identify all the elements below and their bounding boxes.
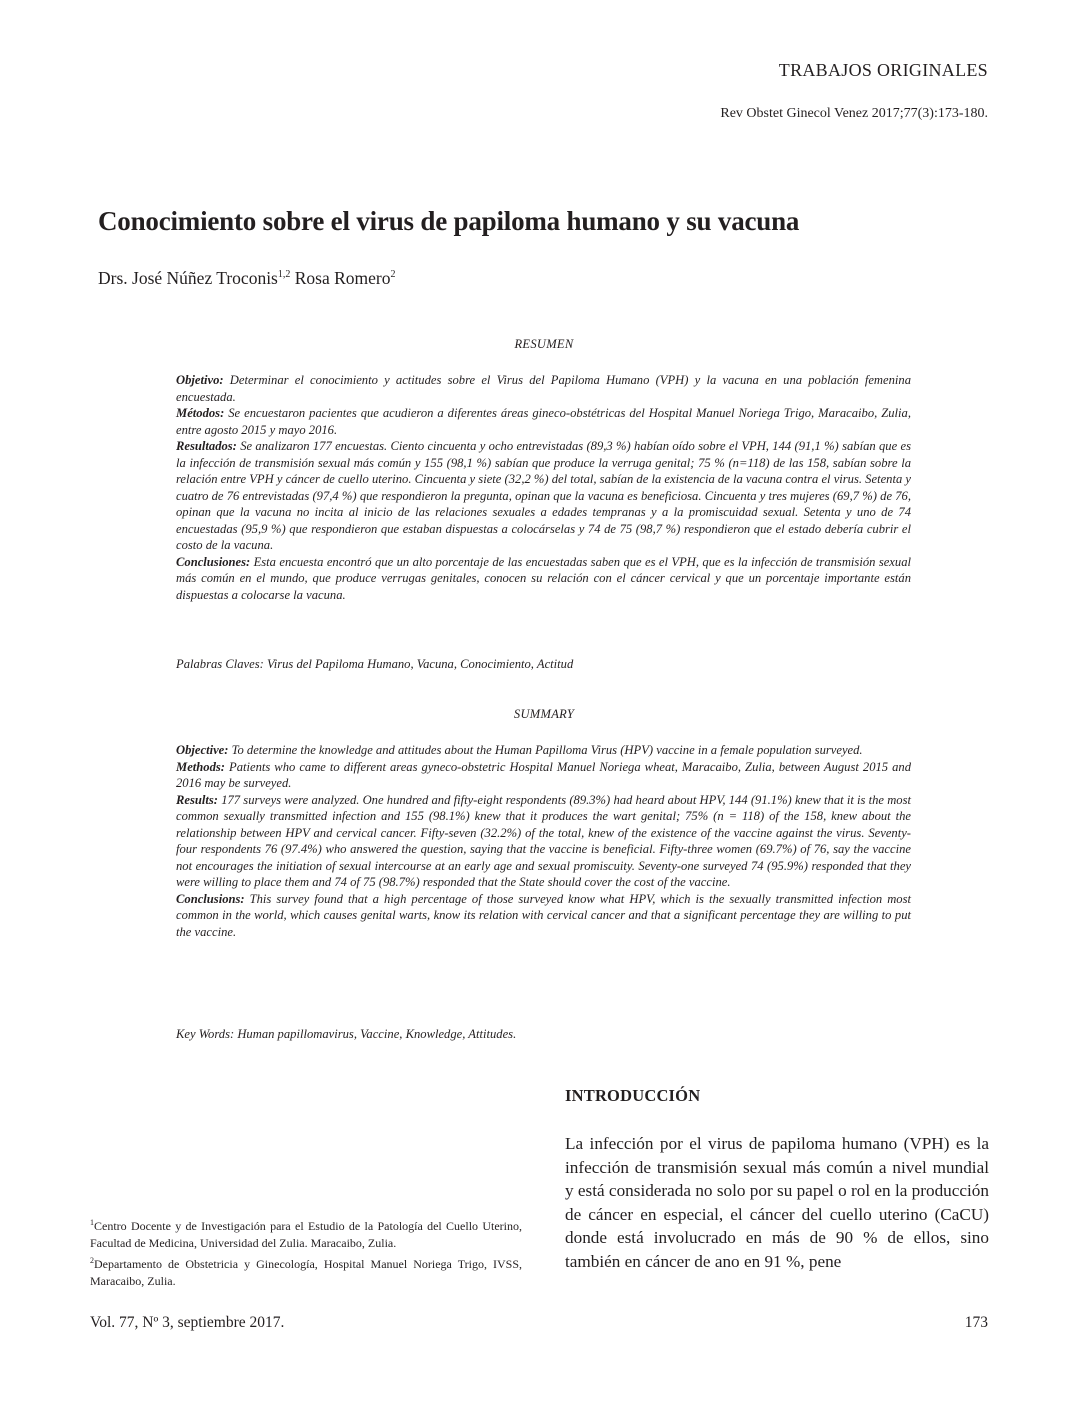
summary-objective bbox=[176, 742, 911, 759]
objective-text: To determine the knowledge and attitudes about the Human Papilloma Virus (HPV) vaccine in a female population surveyed. bbox=[228, 743, 863, 757]
conclusiones-label: Conclusiones: bbox=[176, 554, 251, 569]
author-1: Drs. José Núñez Troconis bbox=[98, 268, 278, 288]
palabras-claves: Palabras Claves: Virus del Papiloma Humano, Vacuna, Conocimiento, Actitud bbox=[176, 657, 574, 671]
author-1-affiliation: 1,2 bbox=[277, 269, 291, 281]
objetivo-label: Objetivo: bbox=[176, 373, 224, 387]
footnote-2 bbox=[90, 1252, 522, 1290]
resumen-resultados bbox=[176, 438, 911, 554]
section-label: TRABAJOS ORIGINALES bbox=[778, 60, 988, 80]
footer-volume: Vol. 77, Nº 3, septiembre 2017. bbox=[90, 1314, 285, 1331]
key-words: Key Words: Human papillomavirus, Vaccine, Knowledge, Attitudes. bbox=[176, 1027, 517, 1041]
summary-methods bbox=[176, 759, 911, 792]
resumen-conclusiones bbox=[176, 554, 911, 604]
authors bbox=[98, 268, 798, 289]
affiliation-footnotes bbox=[90, 1214, 522, 1290]
article-title: Conocimiento sobre el virus de papiloma humano y su vacuna bbox=[98, 206, 800, 236]
author-2: Rosa Romero bbox=[290, 268, 391, 288]
summary-heading: SUMMARY bbox=[513, 707, 575, 721]
results-text: 177 surveys were analyzed. One hundred and fifty-eight respondents (89.3%) had heard about HPV, 144 (91.1%) knew that it is the most common sexually transmitted infection and 155 (98.1%) knew that it produces the wart genital; 75% (n = 118) of the 158, knew about the relationship between HPV and cervical cancer. Fifty-seven (32.2%) of the total, knew of the existence of the vaccine against the virus. Seventy-four respondents 76 (97.4%) who answered the question, saying that the vaccine is beneficial. Fifty-three women (69.7%) of 76, say the vaccine not encourages the initiation of sexual intercourse at an early age and sexual promiscuity. Seventy-one surveyed 74 (95.9%) responded that they were willing to place them and 74 of 75 (98.7%) responded that the State should cover the cost of the vaccine. bbox=[176, 792, 911, 889]
methods-label: Methods: bbox=[176, 759, 225, 774]
resultados-label: Resultados: bbox=[176, 439, 237, 453]
author-2-affiliation: 2 bbox=[390, 269, 396, 281]
resumen-heading: RESUMEN bbox=[514, 337, 574, 351]
metodos-label: Métodos: bbox=[176, 406, 225, 420]
conclusiones-text: Esta encuesta encontró que un alto porcentaje de las encuestadas saben que es el VPH, que es la infección de transmisión sexual más común en el mundo, que produce verrugas genitales, conocen su relación con el cáncer cervical y que un porcentaje importante están dispuestas a colocarse la vacuna. bbox=[176, 554, 911, 602]
footnote-1-mark: 1 bbox=[90, 1218, 94, 1227]
footnote-2-mark: 2 bbox=[90, 1256, 94, 1265]
page-number: 173 bbox=[964, 1314, 988, 1331]
conclusions-text: This survey found that a high percentage of those surveyed know what HPV, which is the sexually transmitted infection most common in the world, which causes genital warts, know its relation with cervical cancer and that a significant percentage they are willing to put the vaccine. bbox=[176, 891, 911, 939]
summary-results bbox=[176, 792, 911, 891]
metodos-text: Se encuestaron pacientes que acudieron a diferentes áreas gineco-obstétricas del Hospital Manuel Noriega Trigo, Maracaibo, Zulia, entre agosto 2015 y mayo 2016. bbox=[176, 406, 911, 437]
objetivo-text: Determinar el conocimiento y actitudes sobre el Virus del Papiloma Humano (VPH) y la vacuna en una población femenina encuestada. bbox=[176, 373, 911, 404]
footnote-1 bbox=[90, 1214, 522, 1252]
objective-label: Objective: bbox=[176, 743, 229, 757]
methods-text: Patients who came to different areas gyneco-obstetric Hospital Manuel Noriega wheat, Maracaibo, Zulia, between August 2015 and 2016 may be surveyed. bbox=[176, 759, 911, 790]
summary-abstract bbox=[176, 742, 911, 940]
journal-citation: Rev Obstet Ginecol Venez 2017;77(3):173-180. bbox=[720, 106, 988, 121]
footnote-1-text: Centro Docente y de Investigación para el Estudio de la Patología del Cuello Uterino, Facultad de Medicina, Universidad del Zulia. Maracaibo, Zulia. bbox=[90, 1219, 522, 1250]
resumen-abstract bbox=[176, 372, 911, 603]
introduccion-body: La infección por el virus de papiloma humano (VPH) es la infección de transmisión sexual más común a nivel mundial y está considerada no solo por su papel o rol en la producción de cáncer en especial, el cáncer del cuello uterino (CaCU) donde está involucrado en más de 90 % de ellos, sino también en cáncer de ano en 91 %, pene bbox=[565, 1134, 989, 1271]
resultados-text: Se analizaron 177 encuestas. Ciento cincuenta y ocho entrevistadas (89,3 %) habían oído sobre el VPH, 144 (91,1 %) sabían que es la infección de transmisión sexual más común y 155 (98,1 %) sabían que produce la verruga genital; 75 % (n=118) de las 158, sabían sobre la relación entre VPH y cáncer de cuello uterino. Cincuenta y siete (32,2 %) del total, sabían de la existencia de la vacuna contra el virus. Setenta y cuatro de 76 entrevistadas (97,4 %) que respondieron la pregunta, opinan que la vacuna es beneficiosa. Cincuenta y tres mujeres (69,7 %) de 76, opinan que la vacuna no incita al inicio de las relaciones sexuales a edades tempranas y a la promiscuidad sexual. Setenta y uno de 74 encuestadas (95,9 %) que respondieron que estaban dispuestas a colocárselas y 74 de 75 (98,7 %) respondieron que el estado debería cubrir el costo de la vacuna. bbox=[176, 439, 911, 552]
results-label: Results: bbox=[176, 792, 218, 807]
summary-conclusions bbox=[176, 891, 911, 941]
footnote-2-text: Departamento de Obstetricia y Ginecología, Hospital Manuel Noriega Trigo, IVSS, Maracaibo, Zulia. bbox=[90, 1257, 522, 1288]
introduccion-heading: INTRODUCCIÓN bbox=[565, 1086, 701, 1105]
resumen-metodos bbox=[176, 405, 911, 438]
conclusions-label: Conclusions: bbox=[176, 891, 245, 906]
resumen-objetivo bbox=[176, 372, 911, 405]
